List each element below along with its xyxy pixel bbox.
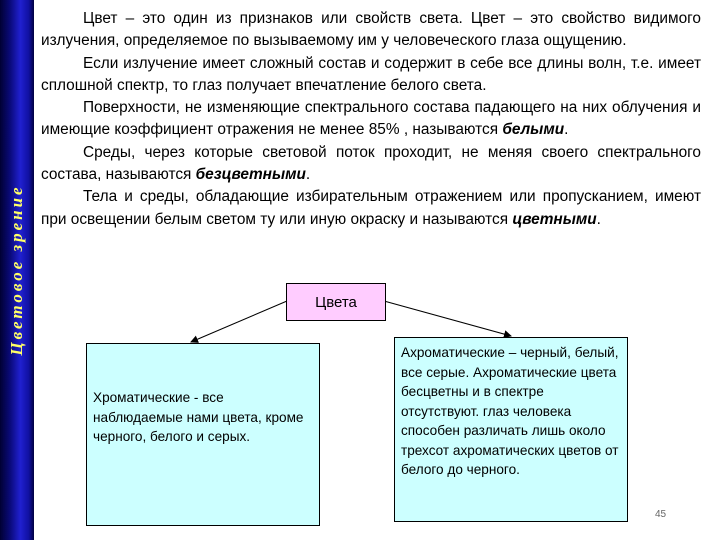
paragraph-color-definition: Цвет – это один из признаков или свойств света. Цвет – это свойство видимого излучения, определяемое по вызываемому им у человеческого глаза ощущению. bbox=[41, 10, 701, 50]
keyword-white: белыми bbox=[502, 121, 565, 139]
paragraph-white-light: Если излучение имеет сложный состав и содержит в себе все длины волн, т.е. имеет сплошной спектр, то глаз получает впечатление белого света. bbox=[41, 54, 701, 94]
keyword-colored: цветными bbox=[512, 210, 597, 228]
body-text bbox=[41, 8, 701, 231]
sidebar-title: Цветовое зрение bbox=[7, 184, 26, 356]
diagram-achromatic-box bbox=[394, 337, 628, 522]
diagram-root-box bbox=[286, 283, 386, 321]
sidebar bbox=[0, 0, 34, 540]
paragraph-colored-bodies-text: Тела и среды, обладающие избирательным отражением или пропусканием, имеют при освещении белым светом ту или иную окраску и называются bbox=[41, 188, 701, 228]
diagram-chromatic-text: Хроматические - все наблюдаемые нами цвета, кроме черного, белого и серых. bbox=[93, 390, 304, 444]
connector-left-arrow bbox=[191, 301, 287, 342]
paragraph-colorless-media-text: Среды, через которые световой поток проходит, не меняя своего спектрального состава, называются bbox=[41, 143, 701, 184]
paragraph-colorless-media: Среды, через которые световой поток проходит, не меняя своего спектрального состава, называются безцветными. bbox=[41, 143, 701, 184]
paragraph-white-surfaces: Поверхности, не изменяющие спектрального состава падающего на них облучения и имеющие коэффициент отражения не менее 85% , называются белыми. bbox=[41, 99, 701, 139]
paragraph-white-surfaces-text: Поверхности, не изменяющие спектрального состава падающего на них облучения и имеющие коэффициент отражения не менее 85% , называются bbox=[41, 99, 701, 139]
diagram-achromatic-text: Ахроматические – черный, белый, все серые. Ахроматические цвета бесцветны и в спектре отсутствуют. глаз человека способен различать лишь около трехсот ахроматических цветов от белого до черного. bbox=[401, 345, 619, 477]
diagram-root-label: Цвета bbox=[315, 293, 357, 311]
diagram-chromatic-box bbox=[86, 343, 320, 526]
page-number: 45 bbox=[655, 509, 667, 520]
keyword-colorless: безцветными bbox=[195, 166, 306, 184]
paragraph-colored-bodies: Тела и среды, обладающие избирательным отражением или пропусканием, имеют при освещении белым светом ту или иную окраску и называются цветными. bbox=[41, 188, 701, 228]
connector-right-arrow bbox=[384, 301, 511, 336]
